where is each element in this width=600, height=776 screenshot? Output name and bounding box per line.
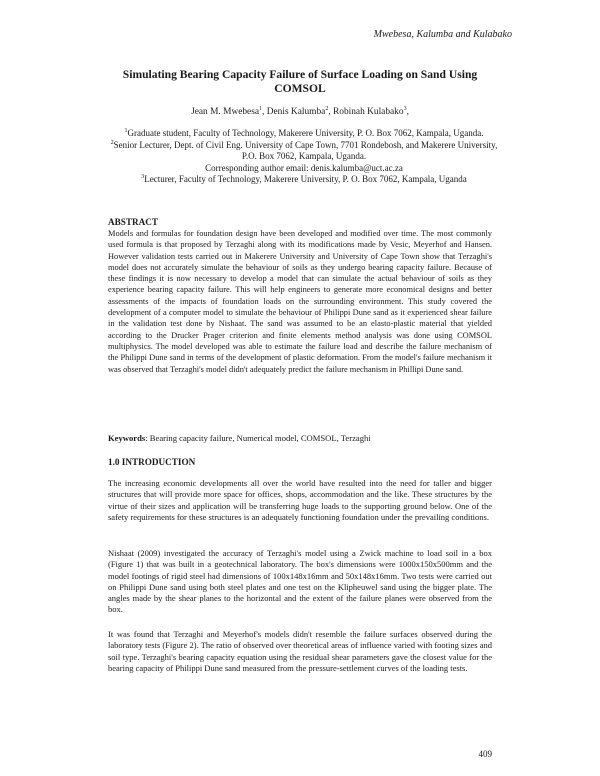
author-list — [0, 107, 600, 117]
paragraph: The increasing economic developments all over the world have resulted into the need for taller and bigger structures that will provide more space for offices, shops, accommodation and the like. These structures by the virtue of their sizes and application will be transferring huge loads to the supporting ground below. One of the safety requirements for these structures is an adequately functioning foundation under the prevailing conditions. — [108, 478, 492, 522]
author-name: Jean M. Mwebesa — [191, 107, 260, 117]
author-name: Denis Kalumba — [266, 107, 326, 117]
affiliations — [108, 128, 500, 186]
corresponding-email[interactable]: Corresponding author email: denis.kalumba@uct.ac.za — [205, 162, 403, 173]
abstract-heading: ABSTRACT — [108, 217, 159, 227]
affiliation-text: Lecturer, Faculty of Technology, Makerere University, P. O. Box 7062, Kampala, Uganda — [144, 174, 467, 185]
author-mark: 2 — [325, 105, 329, 112]
author-separator: , — [328, 107, 333, 117]
affiliation-text: Graduate student, Faculty of Technology, Makerere University, P. O. Box 7062, Kampala, Uganda. — [127, 128, 484, 138]
author-mark: 1 — [259, 105, 263, 112]
affiliation-mark: 2 — [110, 139, 114, 146]
affiliation-mark: 1 — [124, 128, 128, 134]
page-number: 409 — [478, 749, 492, 759]
author-separator: , — [406, 107, 409, 117]
paragraph: It was found that Terzaghi and Meyerhof's models didn't resemble the failure surfaces observed during the laboratory tests (Figure 2). The ratio of observed over theoretical areas of influence varied with footing sizes and soil type. Terzaghi's bearing capacity equation using the residual shear parameters gave the closest value for the bearing capacity of Philippi Dune sand measured from the pressure-settlement curves of the loading tests. — [108, 629, 492, 673]
affiliation — [108, 174, 500, 186]
affiliation — [108, 128, 500, 140]
affiliation-mark: 3 — [141, 174, 145, 181]
abstract-body: Models and formulas for foundation design have been developed and modified over time. The most commonly used formula is that proposed by Terzaghi along with its modifications made by Vesic, Meyerhof and Hansen. However validation tests carried out in Makerere University and University of Cape Town show that Terzaghi's model does not accurately simulate the behaviour of soils as they undergo bearing capacity failure. Because of these findings it is now necessary to develop a model that can simulate the actual behaviour of soils as they experience bearing capacity failure. This will help engineers to generate more economical designs and better assessments of the impacts of foundation loads on the surrounding environment. This study covered the development of a computer model to simulate the behaviour of Philippi Dune sand as it experienced shear failure in the validation test done by Nishaat. The sand was assumed to be an elasto-plastic material that yielded according to the Drucker Prager criterion and finite elements method analysis was done using COMSOL multiphysics. The model developed was able to estimate the failure load and describe the failure mechanism of the Philippi Dune sand in terms of the development of plastic deformation. From the model's failure mechanism it was observed that Terzaghi's model didn't adequately predict the failure mechanism in Phillipi Dune sand. — [108, 229, 492, 374]
affiliation — [108, 140, 500, 163]
keywords — [108, 433, 498, 444]
author-mark: 3 — [403, 105, 407, 112]
corresponding-author — [108, 163, 500, 175]
author-separator: , — [262, 107, 267, 117]
affiliation-text: Senior Lecturer, Dept. of Civil Eng. University of Cape Town, 7701 Rondebosh, and Makerere University, P.O. Box 7062, Kampala, Uganda. — [113, 139, 498, 162]
paper-title: Simulating Bearing Capacity Failure of Surface Loading on Sand Using COMSOL — [122, 68, 478, 95]
paragraph: Nishaat (2009) investigated the accuracy of Terzaghi's model using a Zwick machine to load soil in a box (Figure 1) that was built in a geotechnical laboratory. The box's dimensions were 1000x150x500mm and the model footings of rigid steel had dimensions of 100x148x16mm and 50x148x16mm. Two tests were carried out on Philippi Dune sand using both steel plates and one test on the Klipheuwel sand using the bigger plate. The angles made by the shear planes to the horizontal and the extent of the failure planes were observed from the box. — [108, 548, 492, 615]
running-head: Mwebesa, Kalumba and Kulabako — [373, 29, 512, 40]
keywords-text: : Bearing capacity failure, Numerical model, COMSOL, Terzaghi — [145, 433, 371, 443]
section-heading: 1.0 INTRODUCTION — [108, 457, 196, 467]
author-name: Robinah Kulabako — [333, 107, 404, 117]
keywords-label: Keywords — [108, 433, 146, 443]
